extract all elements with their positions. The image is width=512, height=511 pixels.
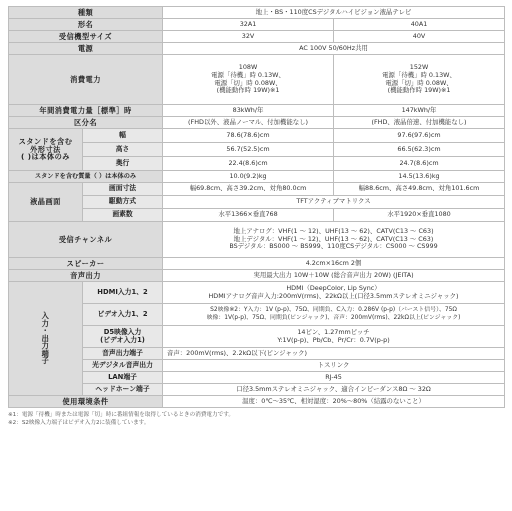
lan-label: LAN端子 (83, 372, 163, 384)
audio-out-value: 実用最大出力 10W＋10W (総合音声出力 20W) (JEITA) (163, 270, 505, 282)
power-40-line: 電源「切」時 0.08W、 (385, 78, 453, 87)
screen-size-40: 幅88.6cm、高さ49.8cm、対角101.6cm (334, 183, 505, 196)
headphone-value: 口径3.5mmステレオミニジャック、適合インピーダンス8Ω ～ 32Ω (163, 384, 505, 396)
dims-label (9, 129, 83, 171)
mass-32: 10.0(9.2)kg (163, 171, 334, 183)
video-line: 映像：1V(p-p)、75Ω、同期負(ピンジャック)、音声：200mV(rms)、22kΩ以上(ピンジャック) (206, 314, 461, 321)
hdmi-value (163, 282, 505, 304)
dims-width-32: 78.6(78.6)cm (163, 129, 334, 143)
dims-width-40: 97.6(97.6)cm (334, 129, 505, 143)
spec-table (8, 6, 505, 408)
model-label: 形名 (9, 19, 163, 31)
annual-power-40: 147kWh/年 (334, 105, 505, 117)
speaker-label: スピーカー (9, 258, 163, 270)
io-group-char: 力 (41, 318, 50, 328)
model-40: 40A1 (334, 19, 505, 31)
power-32-line: (機能動作時 19W)※1 (216, 86, 280, 95)
kind-value: 地上・BS・110度CSデジタルハイビジョン液晶テレビ (163, 7, 505, 19)
size-class-label: 受信機型サイズ (9, 31, 163, 43)
drive-value: TFTアクティブマトリクス (163, 196, 505, 209)
footnote: ※2：S2映像入力端子はビデオ入力2に装備しています。 (8, 420, 150, 426)
footnote: ※1：電源「待機」時または電源「切」時に番組情報を取得しているときの消費電力です。 (8, 412, 234, 418)
power-source-label: 電源 (9, 43, 163, 55)
hdmi-line: HDMI（DeepColor, Lip Sync） (286, 283, 381, 292)
io-group-char: 端 (41, 348, 50, 358)
io-group-label (9, 282, 83, 396)
dims-height-label: 高さ (83, 143, 163, 157)
dims-depth-32: 22.4(8.6)cm (163, 157, 334, 171)
d5-line: 14ピン、1.27mmピッチ (297, 327, 370, 336)
footnotes (8, 411, 504, 427)
channel-line: 地上デジタル：VHF(1 ～ 12)、UHF(13 ～ 62)、CATV(C13 ～ C63) (233, 234, 434, 243)
drive-label: 駆動方式 (83, 196, 163, 209)
video-value (163, 304, 505, 326)
mass-label: スタンドを含む質量（ ）は本体のみ (9, 171, 163, 183)
environment-value: 温度：0℃～35℃、相対湿度：20%～80%（結露のないこと） (163, 396, 505, 408)
classification-32: (FHD以外、液晶ノーマル、付加機能なし) (163, 117, 334, 129)
pixels-label: 画素数 (83, 209, 163, 222)
power-32-line: 電源「待機」時 0.13W、 (211, 70, 285, 79)
power-32 (163, 55, 334, 105)
channels-label: 受信チャンネル (9, 222, 163, 258)
dims-label-line: ( )は本体のみ (20, 152, 70, 162)
dims-width-label: 幅 (83, 129, 163, 143)
d5-label-line: D5映像入力 (103, 327, 142, 336)
classification-label: 区分名 (9, 117, 163, 129)
d5-label-line: (ビデオ入力1) (100, 335, 145, 344)
dims-label-line: スタンドを含む (18, 137, 73, 147)
dims-height-40: 66.5(62.3)cm (334, 143, 505, 157)
dims-depth-40: 24.7(8.6)cm (334, 157, 505, 171)
speaker-value: 4.2cm×16cm 2個 (163, 258, 505, 270)
power-40-line: (機能動作時 19W)※1 (387, 86, 451, 95)
power-source-value: AC 100V 50/60Hz共用 (163, 43, 505, 55)
d5-line: Y:1V(p-p)、Pb/Cb、Pr/Cr：0.7V(p-p) (277, 335, 390, 344)
io-group-char: 子 (41, 356, 50, 366)
audio-out-label: 音声出力 (9, 270, 163, 282)
channels-value (163, 222, 505, 258)
optical-value: トスリンク (163, 360, 505, 372)
io-group-char: ・ (41, 326, 50, 336)
model-32: 32A1 (163, 19, 334, 31)
d5-value (163, 326, 505, 348)
lan-value: RJ-45 (163, 372, 505, 384)
size-class-32: 32V (163, 31, 334, 43)
power-40-line: 152W (409, 63, 429, 72)
pixels-40: 水平1920×垂直1080 (334, 209, 505, 222)
power-32-line: 108W (238, 63, 258, 72)
video-line: S2映像※2：Y入力：1V (p-p)、75Ω、同期負、C入力：0.286V (p-p)（バースト信号）、75Ω (210, 306, 457, 313)
size-class-40: 40V (334, 31, 505, 43)
screen-size-32: 幅69.8cm、高さ39.2cm、対角80.0cm (163, 183, 334, 196)
hdmi-line: HDMIアナログ音声入力:200mV(rms)、22kΩ以上(口径3.5mmステレオミニジャック) (208, 291, 459, 300)
dims-label-line: 外形寸法 (30, 144, 61, 154)
environment-label: 使用環境条件 (9, 396, 163, 408)
pixels-32: 水平1366×垂直768 (163, 209, 334, 222)
hdmi-label: HDMI入力1、2 (83, 282, 163, 304)
channel-line: BSデジタル：BS000 ～ BS999、110度CSデジタル：CS000 ～ CS999 (229, 242, 438, 251)
audio-out-term-value: 音声：200mV(rms)、2.2kΩ以下(ピンジャック) (163, 348, 505, 360)
panel-label: 液晶画面 (9, 183, 83, 222)
optical-label: 光デジタル音声出力 (83, 360, 163, 372)
io-group-char: 出 (41, 333, 50, 343)
channel-line: 地上アナログ：VHF(1 ～ 12)、UHF(13 ～ 62)、CATV(C13 ～ C63) (233, 227, 434, 236)
dims-height-32: 56.7(52.5)cm (163, 143, 334, 157)
power-40 (334, 55, 505, 105)
io-group-char: 力 (41, 341, 50, 351)
screen-size-label: 画面寸法 (83, 183, 163, 196)
kind-label: 種類 (9, 7, 163, 19)
audio-out-term-label: 音声出力端子 (83, 348, 163, 360)
io-group-char: 入 (41, 310, 50, 320)
mass-40: 14.5(13.6)kg (334, 171, 505, 183)
headphone-label: ヘッドホーン端子 (83, 384, 163, 396)
video-label: ビデオ入力1、2 (83, 304, 163, 326)
power-label: 消費電力 (9, 55, 163, 105)
power-32-line: 電源「切」時 0.08W、 (214, 78, 282, 87)
spec-sheet (8, 6, 504, 427)
dims-depth-label: 奥行 (83, 157, 163, 171)
power-40-line: 電源「待機」時 0.13W、 (382, 70, 456, 79)
annual-power-label: 年間消費電力量［標準］時 (9, 105, 163, 117)
d5-label (83, 326, 163, 348)
classification-40: (FHD、液晶倍速、付加機能なし) (334, 117, 505, 129)
annual-power-32: 83kWh/年 (163, 105, 334, 117)
